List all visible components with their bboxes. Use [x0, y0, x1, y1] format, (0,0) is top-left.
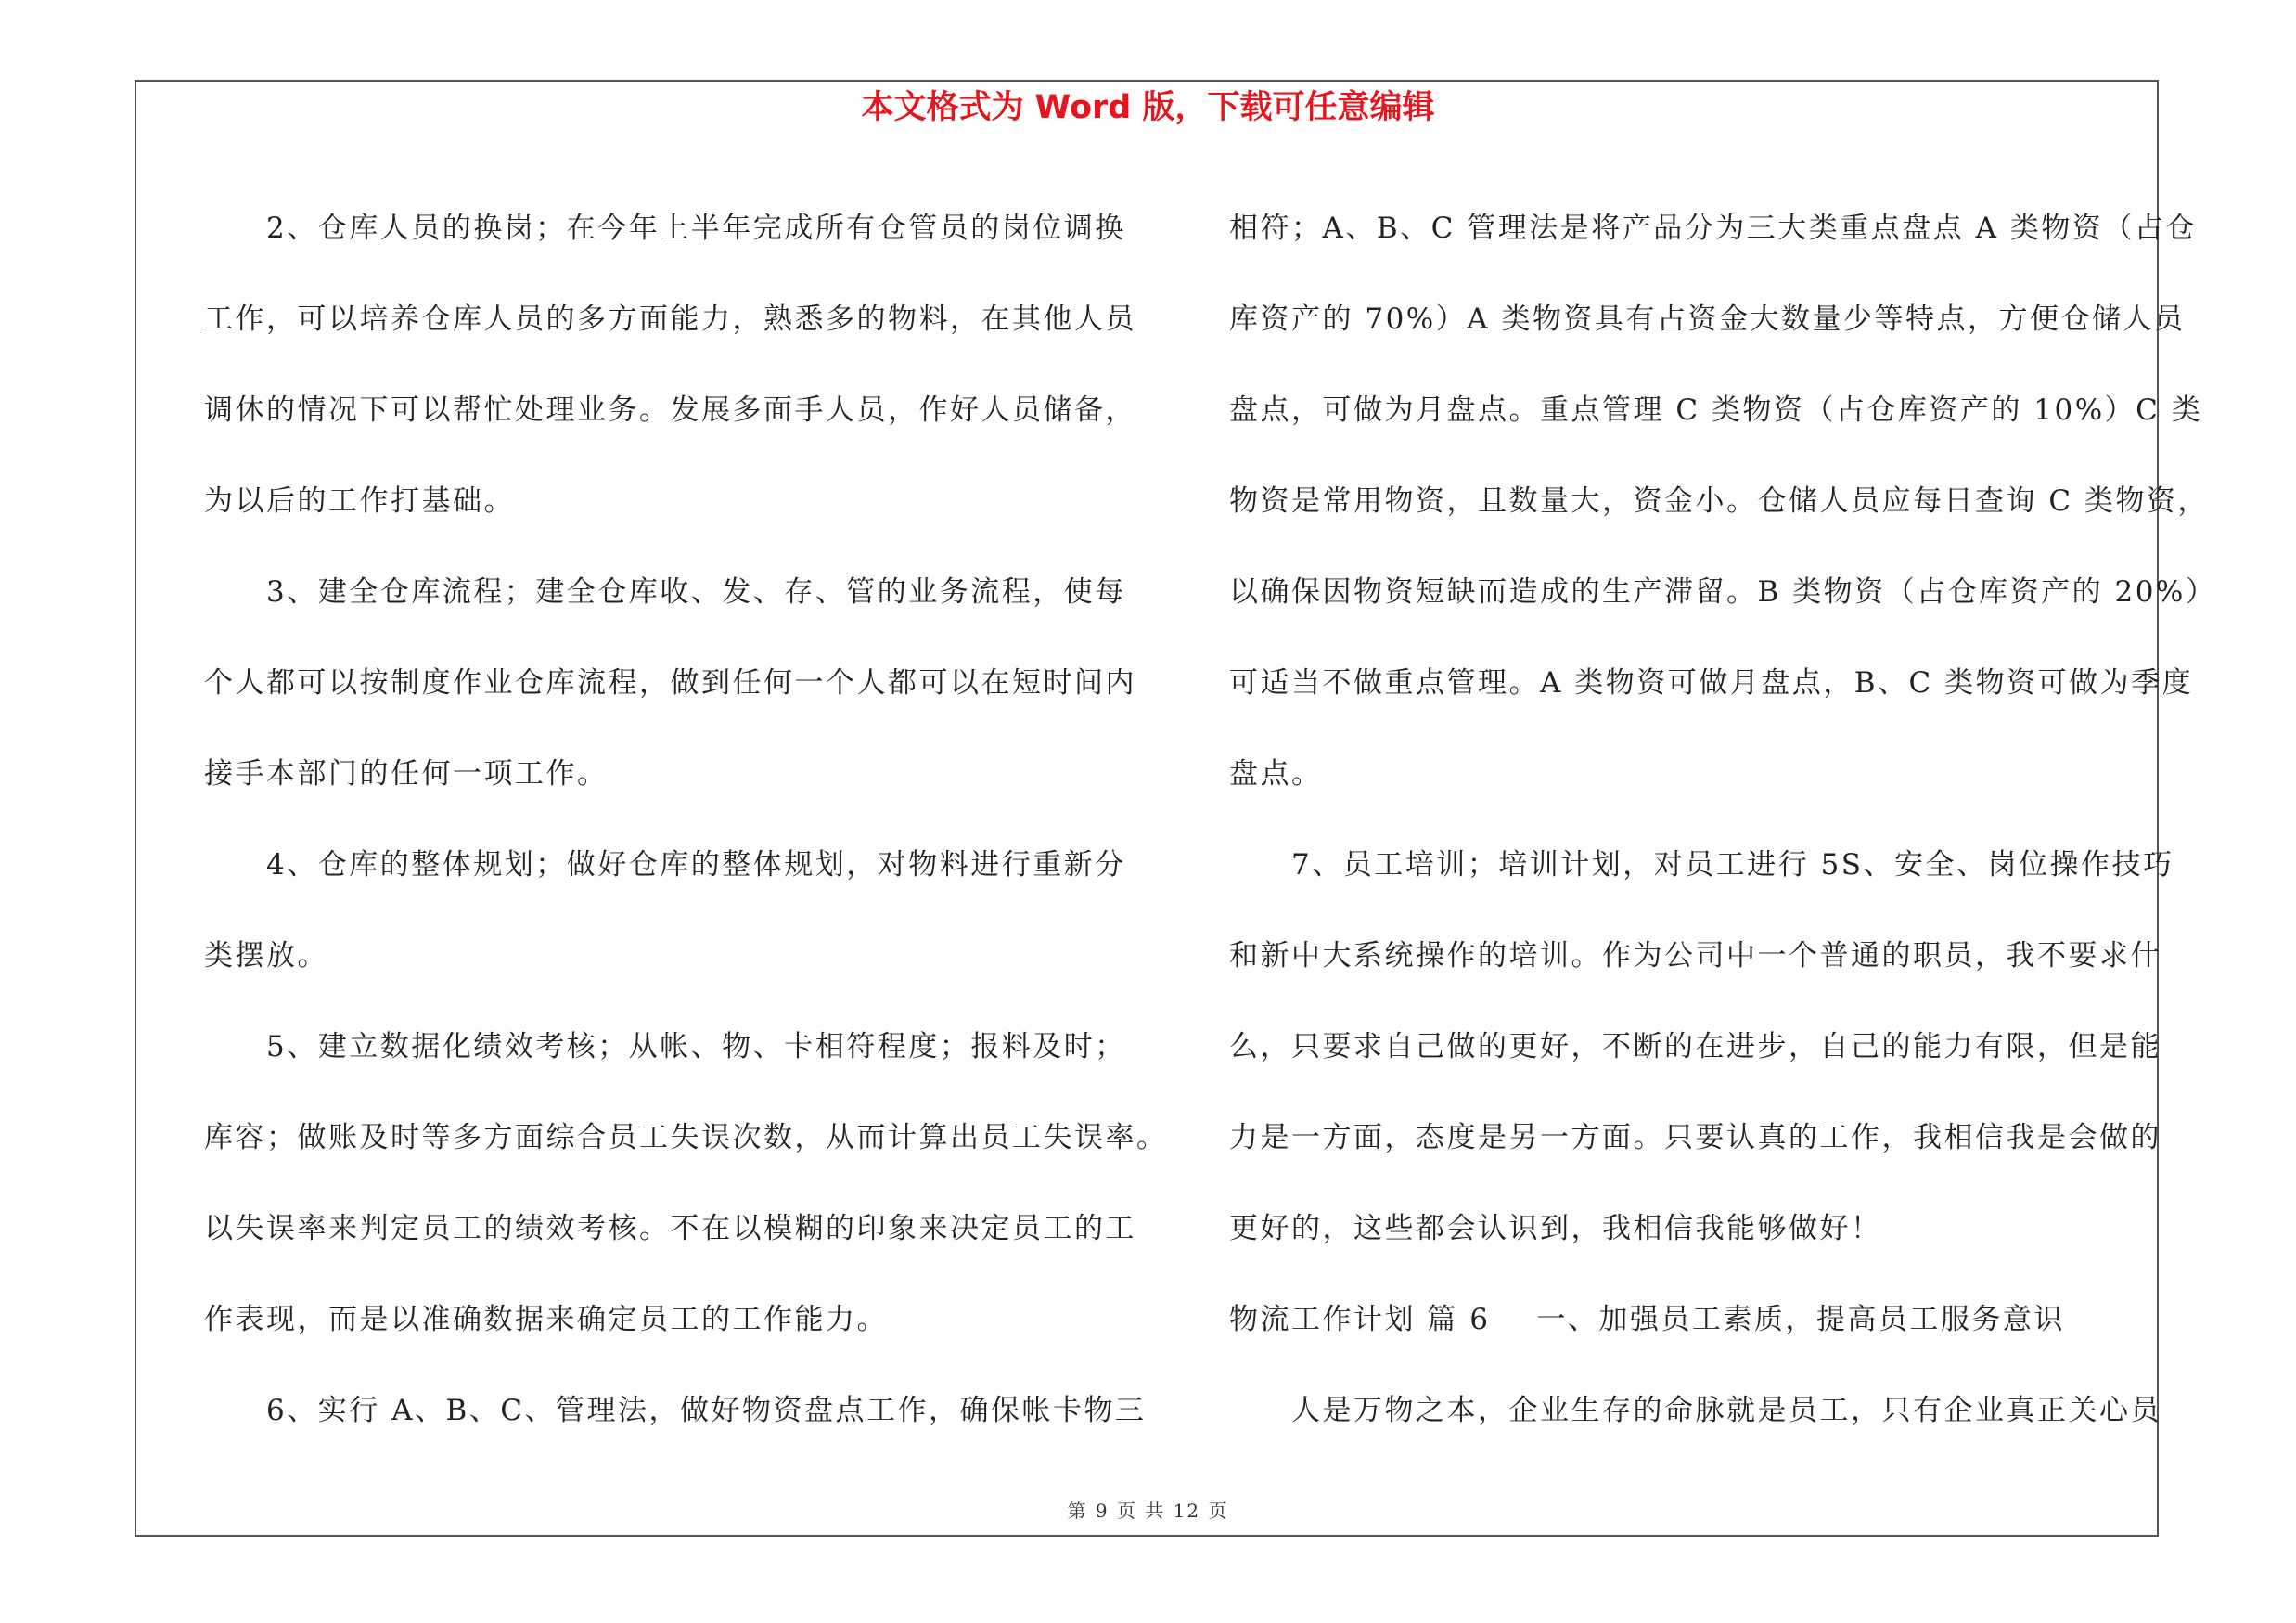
text-line: 接手本部门的任何一项工作。	[204, 757, 609, 791]
text-line: 盘点，可做为月盘点。重点管理 C 类物资（占仓库资产的 10%）C 类	[1229, 393, 2203, 427]
text-line: 更好的，这些都会认识到，我相信我能够做好！	[1229, 1212, 1882, 1245]
text-line: 库容；做账及时等多方面综合员工失误次数，从而计算出员工失误率。	[204, 1121, 1168, 1154]
text-line: 为以后的工作打基础。	[204, 484, 515, 518]
editable-format-banner: 本文格式为 Word 版，下载可任意编辑	[861, 89, 1435, 126]
text-line: 人是万物之本，企业生存的命脉就是员工，只有企业真正关心员	[1229, 1394, 2161, 1427]
section-heading	[1229, 1274, 2157, 1365]
text-line: 工作，可以培养仓库人员的多方面能力，熟悉多的物料，在其他人员	[204, 303, 1136, 336]
text-line: 类摆放。	[204, 939, 328, 973]
paragraph-intro	[1229, 1365, 2161, 1456]
text-line: 2、仓库人员的换岗；在今年上半年完成所有仓管员的岗位调换	[204, 212, 1126, 245]
text-line: 4、仓库的整体规划；做好仓库的整体规划，对物料进行重新分	[204, 848, 1126, 882]
text-line: 6、实行 A、B、C、管理法，做好物资盘点工作，确保帐卡物三	[204, 1394, 1147, 1427]
paragraph-item-7	[1229, 819, 2174, 1274]
paragraph-item-6	[204, 1365, 1150, 1456]
text-line: 物资是常用物资，且数量大，资金小。仓储人员应每日查询 C 类物资，	[1229, 484, 2209, 518]
text-line: 3、建全仓库流程；建全仓库收、发、存、管的业务流程，使每	[204, 575, 1126, 609]
text-line: 相符；A、B、C 管理法是将产品分为三大类重点盘点 A 类物资（占仓	[1229, 212, 2197, 245]
text-line: 以确保因物资短缺而造成的生产滞留。B 类物资（占仓库资产的 20%）	[1229, 575, 2217, 609]
page-number: 第 9 页 共 12 页	[1067, 1500, 1229, 1522]
paragraph-item-4	[204, 819, 1150, 1001]
paragraph-item-3	[204, 547, 1150, 819]
text-line: 力是一方面，态度是另一方面。只要认真的工作，我相信我是会做的	[1229, 1121, 2161, 1154]
text-line: 5、建立数据化绩效考核；从帐、物、卡相符程度；报料及时；	[204, 1030, 1126, 1063]
paragraph-item-5	[204, 1001, 1168, 1365]
text-line: 库资产的 70%）A 类物资具有占资金大数量少等特点，方便仓储人员	[1229, 303, 2186, 336]
section-subtitle: 一、加强员工素质，提高员工服务意识	[1536, 1303, 2065, 1336]
text-line: 以失误率来判定员工的绩效考核。不在以模糊的印象来决定员工的工	[204, 1212, 1136, 1245]
text-line: 作表现，而是以准确数据来确定员工的工作能力。	[204, 1303, 888, 1336]
text-line: 调休的情况下可以帮忙处理业务。发展多面手人员，作好人员储备，	[204, 393, 1136, 427]
paragraph-item-2	[204, 183, 1150, 547]
text-line: 盘点。	[1229, 757, 1323, 791]
section-title: 物流工作计划 篇 6	[1229, 1303, 1491, 1336]
text-line: 和新中大系统操作的培训。作为公司中一个普通的职员，我不要求什	[1229, 939, 2161, 973]
text-line: 么，只要求自己做的更好，不断的在进步，自己的能力有限，但是能	[1229, 1030, 2161, 1063]
left-column	[204, 183, 1168, 1456]
text-line: 可适当不做重点管理。A 类物资可做月盘点，B、C 类物资可做为季度	[1229, 666, 2194, 700]
right-column	[1229, 183, 2217, 1456]
text-line: 7、员工培训；培训计划，对员工进行 5S、安全、岗位操作技巧	[1229, 848, 2174, 882]
text-line: 个人都可以按制度作业仓库流程，做到任何一个人都可以在短时间内	[204, 666, 1136, 700]
paragraph-item-6-continued	[1229, 183, 2217, 819]
